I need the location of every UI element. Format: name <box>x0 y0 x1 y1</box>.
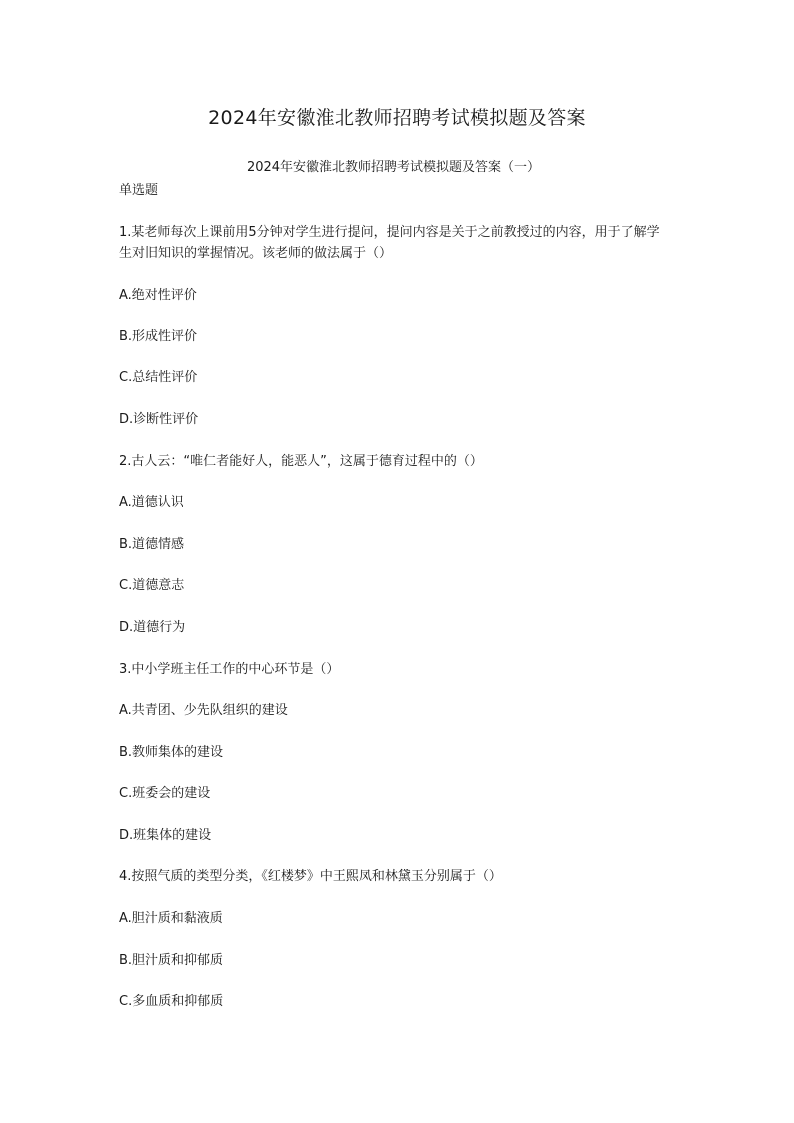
question-1-option-d: D.诊断性评价 <box>119 412 199 427</box>
document-title: 2024年安徽淮北教师招聘考试模拟题及答案 <box>208 107 586 129</box>
question-4-option-c: C.多血质和抑郁质 <box>119 994 224 1009</box>
question-3-option-a: A.共青团、少先队组织的建设 <box>119 703 288 718</box>
question-stem-4: 4.按照气质的类型分类，《红楼梦》中王熙凤和林黛玉分别属于（） <box>119 869 502 884</box>
question-type-label: 单选题 <box>119 183 159 198</box>
question-3-option-b: B.教师集体的建设 <box>119 745 224 760</box>
question-stem-1: 1.某老师每次上课前用5分钟对学生进行提问，提问内容是关于之前教授过的内容，用于了解学生对旧知识的掌握情况。该老师的做法属于（） <box>119 225 660 261</box>
question-2-option-a: A.道德认识 <box>119 495 184 510</box>
question-3-option-d: D.班集体的建设 <box>119 828 212 843</box>
question-2-option-b: B.道德情感 <box>119 537 185 552</box>
question-2-option-d: D.道德行为 <box>119 620 186 635</box>
question-stem-2: 2.古人云：“唯仁者能好人，能恶人”，这属于德育过程中的（） <box>119 454 483 469</box>
question-2-option-c: C.道德意志 <box>119 578 185 593</box>
question-4-option-b: B.胆汁质和抑郁质 <box>119 953 224 968</box>
section-title: 2024年安徽淮北教师招聘考试模拟题及答案（一） <box>246 160 541 175</box>
question-stem-3: 3.中小学班主任工作的中心环节是（） <box>119 662 340 677</box>
question-4-option-a: A.胆汁质和黏液质 <box>119 911 223 926</box>
question-3-option-c: C.班委会的建设 <box>119 786 211 801</box>
question-1-option-b: B.形成性评价 <box>119 329 198 344</box>
question-1-option-a: A.绝对性评价 <box>119 288 197 303</box>
question-1-option-c: C.总结性评价 <box>119 370 198 385</box>
